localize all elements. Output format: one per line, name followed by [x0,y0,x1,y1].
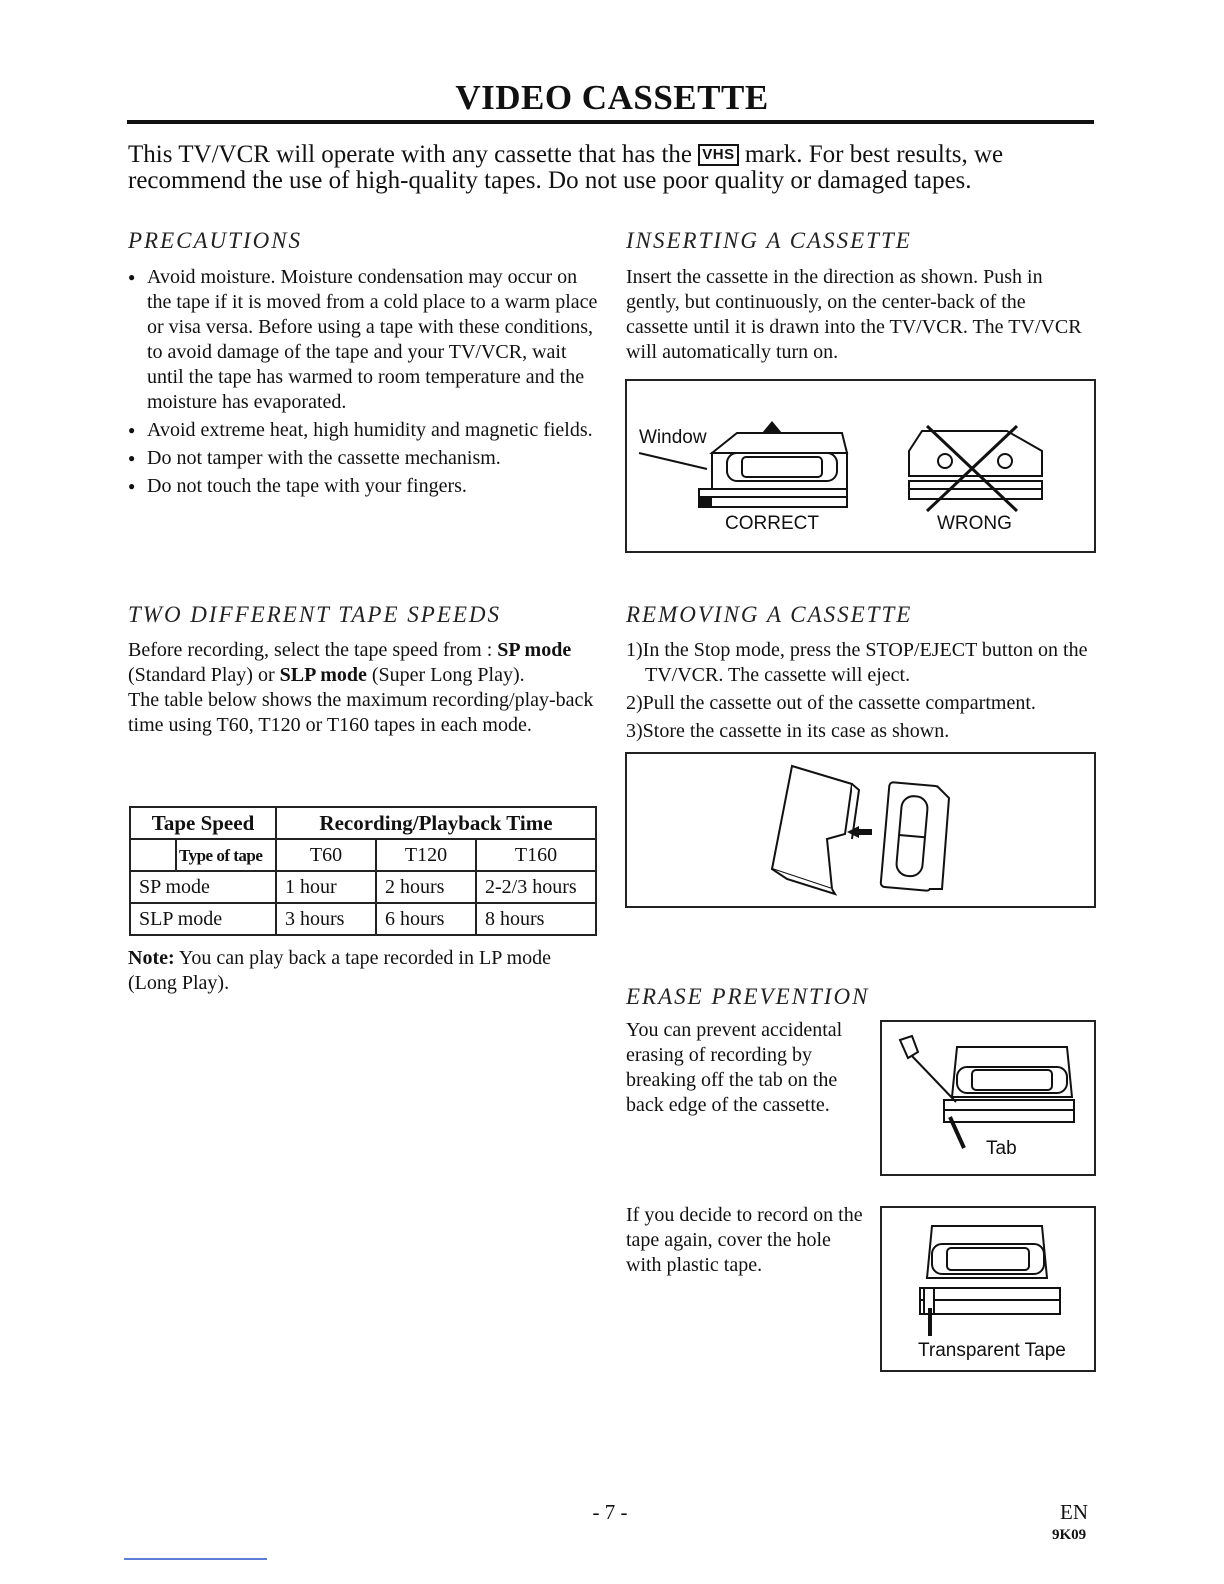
type-of-tape-cell [130,839,276,871]
erase-text-2: If you decide to record on the tape again, cover the hole with plastic tape. [626,1204,863,1276]
tape-t60: T60 [276,839,376,871]
time-cell: 2 hours [376,871,476,903]
tab-label: Tab [986,1138,1017,1159]
tape-speed-table [129,806,597,936]
intro-text-after: mark. For best results, we recommend the use of high-quality tapes. Do not use poor quality or damaged tapes. [128,141,1004,194]
note-label: Note: [128,947,175,969]
precaution-item: ● Do not tamper with the cassette mechanism. [128,446,598,471]
page-title: VIDEO CASSETTE [455,78,769,117]
p1-sp: SP mode [497,639,572,661]
tape-t160: T160 [476,839,596,871]
bottom-link-underline [124,1558,267,1560]
tape-speed-note [128,946,598,996]
removing-step: 2)Pull the cassette out of the cassette compartment. [626,692,1036,714]
removing-steps-wrap [626,638,1091,747]
removing-step: 1)In the Stop mode, press the STOP/EJECT button on the TV/VCR. The cassette will eject. [626,639,1088,686]
tape-speeds-paragraph-1 [128,638,598,688]
cassette-insert-illustration [627,381,1094,551]
removing-step: 3)Store the cassette in its case as shown. [626,720,950,742]
time-cell: 6 hours [376,903,476,935]
p1-post: (Super Long Play). [366,664,525,686]
tape-speeds-paragraph-2: The table below shows the maximum recording/play-back time using T60, T120 or T160 tapes in each mode. [128,689,594,736]
inserting-text: Insert the cassette in the direction as shown. Push in gently, but continuously, on the center-back of the cassette until it is drawn into the TV/VCR. The TV/VCR will automatically turn on. [626,266,1082,363]
intro-paragraph [128,142,1088,194]
removing-heading: REMOVING A CASSETTE [626,602,913,627]
time-cell: 3 hours [276,903,376,935]
transparent-tape-label: Transparent Tape [918,1340,1066,1361]
precaution-item: ● Avoid extreme heat, high humidity and magnetic fields. [128,418,598,443]
tape-speeds-text [128,638,598,738]
erase-heading: ERASE PREVENTION [626,984,870,1009]
transparent-tape-figure [880,1206,1096,1372]
p1-mid: (Standard Play) or [128,664,280,686]
note-text: You can play back a tape recorded in LP mode (Long Play). [128,947,552,994]
title-rule [127,120,1094,124]
cassette-case-illustration [627,754,1094,906]
mode-cell: SP mode [130,871,276,903]
intro-text-before: This TV/VCR will operate with any cassette that has the [128,141,693,168]
table-row [130,903,596,935]
inserting-heading: INSERTING A CASSETTE [626,228,912,253]
p1-pre: Before recording, select the tape speed from : [128,639,498,661]
time-cell: 2-2/3 hours [476,871,596,903]
insert-figure [625,379,1096,553]
table-row [130,839,596,871]
page-number: - 7 - [592,1500,628,1524]
header-tape-speed: Tape Speed [130,807,276,839]
removing-steps [626,638,1091,744]
time-cell: 8 hours [476,903,596,935]
type-of-tape-label: Type of tape [179,846,263,865]
vhs-logo-icon: VHS [698,144,738,166]
p1-slp: SLP mode [279,664,367,686]
tab-figure [880,1020,1096,1176]
wrong-label: WRONG [937,513,1012,534]
header-recording-time: Recording/Playback Time [276,807,596,839]
precautions-list [128,265,598,499]
remove-figure [625,752,1096,908]
model-code: 9K09 [1052,1527,1087,1543]
table-row [130,871,596,903]
precaution-item: ● Avoid moisture. Moisture condensation may occur on the tape if it is moved from a cold place to a warm place or visa versa. Before using a tape with these conditions, to avoid damage of the tape and your TV/VCR, wait until the tape has warmed to room temperature and the moisture has evaporated. [128,265,598,415]
tape-t120: T120 [376,839,476,871]
precaution-item: ● Do not touch the tape with your fingers. [128,474,598,499]
mode-cell: SLP mode [130,903,276,935]
precautions-heading: PRECAUTIONS [128,228,303,253]
correct-label: CORRECT [725,513,819,534]
precautions-list-wrap [128,265,598,502]
time-cell: 1 hour [276,871,376,903]
tape-speeds-heading: TWO DIFFERENT TAPE SPEEDS [128,602,502,627]
window-label: Window [639,427,707,448]
language-code: EN [1060,1500,1088,1524]
erase-text-1: You can prevent accidental erasing of recording by breaking off the tab on the back edge of the cassette. [626,1019,843,1116]
